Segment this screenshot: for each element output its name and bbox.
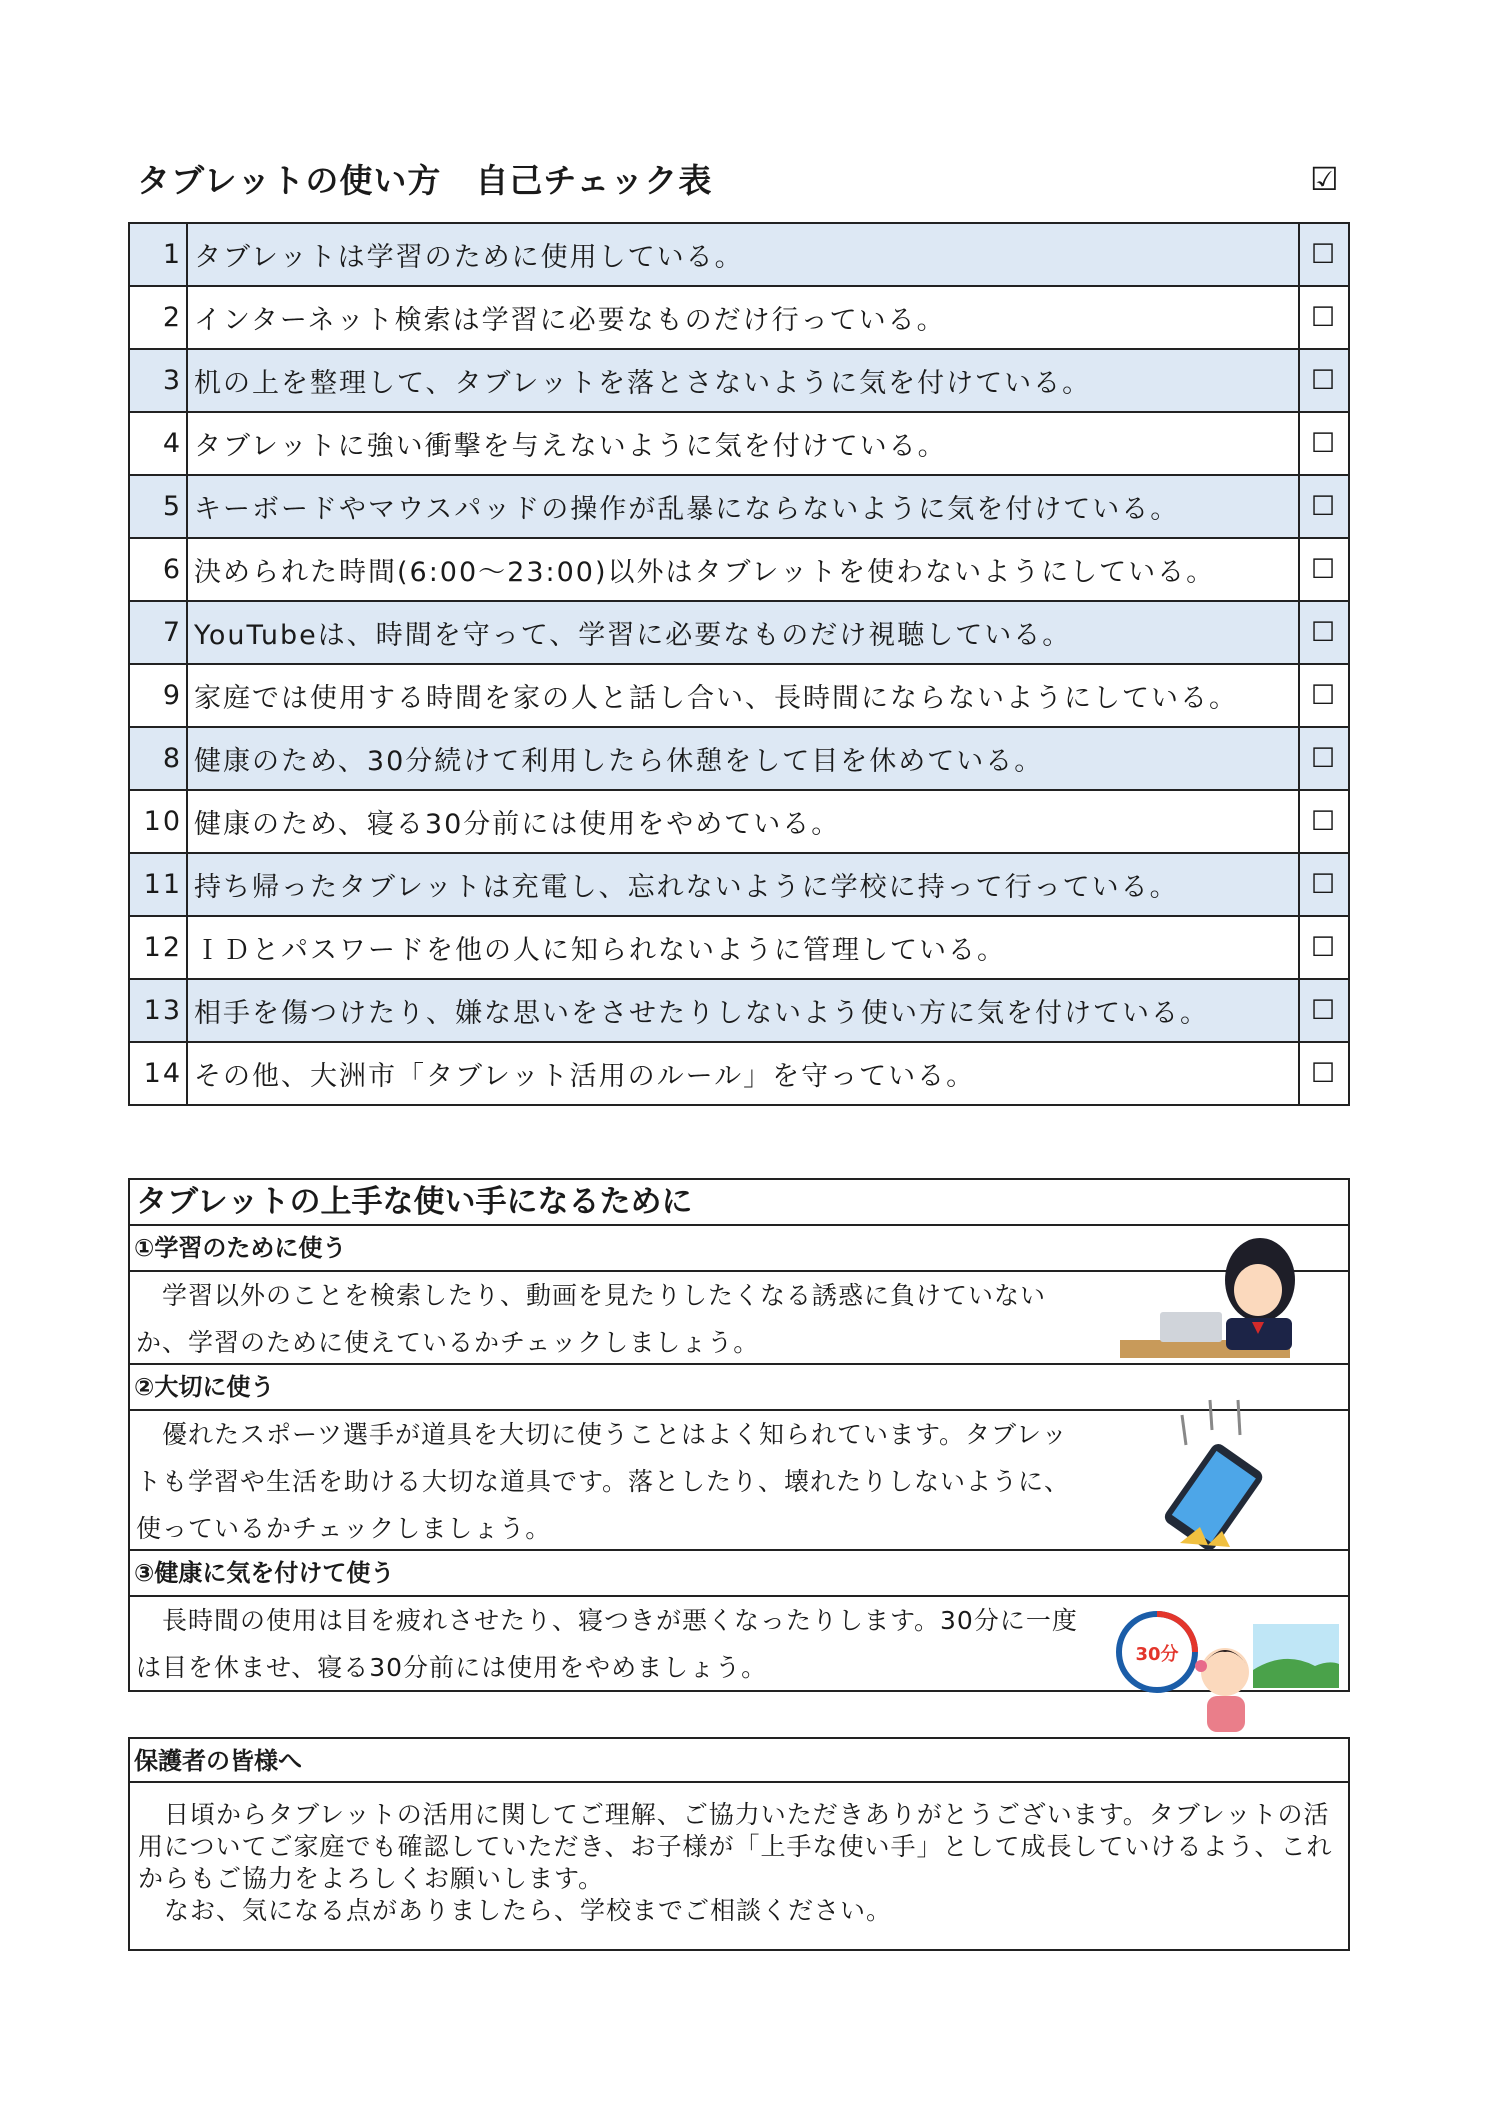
checklist-row [129,349,1349,412]
checkbox-icon[interactable]: ☐ [1299,349,1349,412]
tip-text-health: 長時間の使用は目を疲れさせたり、寝つきが悪くなったりします。30分に一度は目を休ませ、寝る30分前には使用をやめましょう。 [136,1606,1078,1682]
row-number: 6 [129,538,187,601]
face-shape [1234,1264,1282,1316]
hair-tie [1195,1660,1207,1672]
clock-label: 30分 [1135,1644,1179,1665]
motion-line [1238,1400,1240,1435]
tip-heading-study: ①学習のために使う [130,1226,1348,1272]
row-number: 7 [129,601,187,664]
rest-eyes-illustration [1115,1610,1345,1735]
row-text: 家庭では使用する時間を家の人と話し合い、長時間にならないようにしている。 [187,664,1299,727]
tip-text-study: 学習以外のことを検索したり、動画を見たりしたくなる誘惑に負けていないか、学習のために使えているかチェックしましょう。 [136,1281,1047,1357]
row-text: 相手を傷つけたり、嫌な思いをさせたりしないよう使い方に気を付けている。 [187,979,1299,1042]
checklist-row [129,223,1349,286]
row-text: ＩＤとパスワードを他の人に知られないように管理している。 [187,916,1299,979]
row-text: タブレットは学習のために使用している。 [187,223,1299,286]
row-text: YouTubeは、時間を守って、学習に必要なものだけ視聴している。 [187,601,1299,664]
checkbox-icon[interactable]: ☐ [1299,1042,1349,1105]
checklist-row [129,853,1349,916]
tip-heading-health: ③健康に気を付けて使う [130,1551,1348,1597]
row-number: 3 [129,349,187,412]
checkbox-icon[interactable]: ☐ [1299,223,1349,286]
row-text: 健康のため、寝る30分前には使用をやめている。 [187,790,1299,853]
parents-title: 保護者の皆様へ [130,1739,1348,1783]
row-number: 4 [129,412,187,475]
row-number: 13 [129,979,187,1042]
row-number: 14 [129,1042,187,1105]
parents-section [128,1737,1350,1951]
laptop-icon [1160,1312,1222,1342]
row-text: タブレットに強い衝撃を与えないように気を付けている。 [187,412,1299,475]
row-number: 5 [129,475,187,538]
row-number: 11 [129,853,187,916]
row-text: インターネット検索は学習に必要なものだけ行っている。 [187,286,1299,349]
motion-line [1210,1400,1212,1430]
checklist-row [129,916,1349,979]
row-number: 1 [129,223,187,286]
checklist-row [129,601,1349,664]
row-text: その他、大洲市「タブレット活用のルール」を守っている。 [187,1042,1299,1105]
checklist-row [129,538,1349,601]
checkbox-icon[interactable]: ☐ [1299,664,1349,727]
row-number: 12 [129,916,187,979]
checkbox-icon[interactable]: ☐ [1299,412,1349,475]
checklist-row [129,727,1349,790]
checkbox-icon[interactable]: ☐ [1299,286,1349,349]
checklist-row [129,664,1349,727]
page-title: タブレットの使い方 自己チェック表 [137,161,713,200]
checklist-row [129,412,1349,475]
row-number: 10 [129,790,187,853]
check-header-icon: ☑ [1310,160,1339,198]
tip-heading-care: ②大切に使う [130,1365,1348,1411]
checkbox-icon[interactable]: ☐ [1299,853,1349,916]
checkbox-icon[interactable]: ☐ [1299,538,1349,601]
motion-line [1182,1415,1186,1445]
checklist-table [128,222,1350,1106]
row-text: 決められた時間(6:00～23:00)以外はタブレットを使わないようにしている。 [187,538,1299,601]
tips-title: タブレットの上手な使い手になるために [130,1180,1348,1226]
checkbox-icon[interactable]: ☐ [1299,601,1349,664]
checklist-row [129,475,1349,538]
parents-body [130,1783,1348,1927]
checkbox-icon[interactable]: ☐ [1299,790,1349,853]
checklist-row [129,1042,1349,1105]
row-text: 机の上を整理して、タブレットを落とさないように気を付けている。 [187,349,1299,412]
girl-shirt [1207,1696,1245,1732]
checklist-row [129,979,1349,1042]
student-laptop-illustration [1120,1230,1305,1370]
checkbox-icon[interactable]: ☐ [1299,916,1349,979]
checkbox-icon[interactable]: ☐ [1299,727,1349,790]
row-text: キーボードやマウスパッドの操作が乱暴にならないように気を付けている。 [187,475,1299,538]
checkbox-icon[interactable]: ☐ [1299,475,1349,538]
girl-face [1201,1648,1249,1696]
checklist-row [129,286,1349,349]
tip-text-care: 優れたスポーツ選手が道具を大切に使うことはよく知られています。タブレットも学習や生活を助ける大切な道具です。落としたり、壊れたりしないように、使っているかチェックしましょう。 [136,1420,1071,1543]
row-number: 2 [129,286,187,349]
row-text: 持ち帰ったタブレットは充電し、忘れないように学校に持って行っている。 [187,853,1299,916]
row-number: 9 [129,664,187,727]
parents-paragraph-2: なお、気になる点がありましたら、学校までご相談ください。 [164,1896,893,1925]
checkbox-icon[interactable]: ☐ [1299,979,1349,1042]
checklist-row [129,790,1349,853]
row-number: 8 [129,727,187,790]
falling-tablet-illustration [1160,1395,1270,1555]
row-text: 健康のため、30分続けて利用したら休憩をして目を休めている。 [187,727,1299,790]
tablet-icon [1162,1441,1266,1553]
parents-paragraph-1: 日頃からタブレットの活用に関してご理解、ご協力いただきありがとうございます。タブレットの活用についてご家庭でも確認していただき、お子様が「上手な使い手」として成長していけるよう、これからもご協力をよろしくお願いします。 [138,1800,1333,1893]
